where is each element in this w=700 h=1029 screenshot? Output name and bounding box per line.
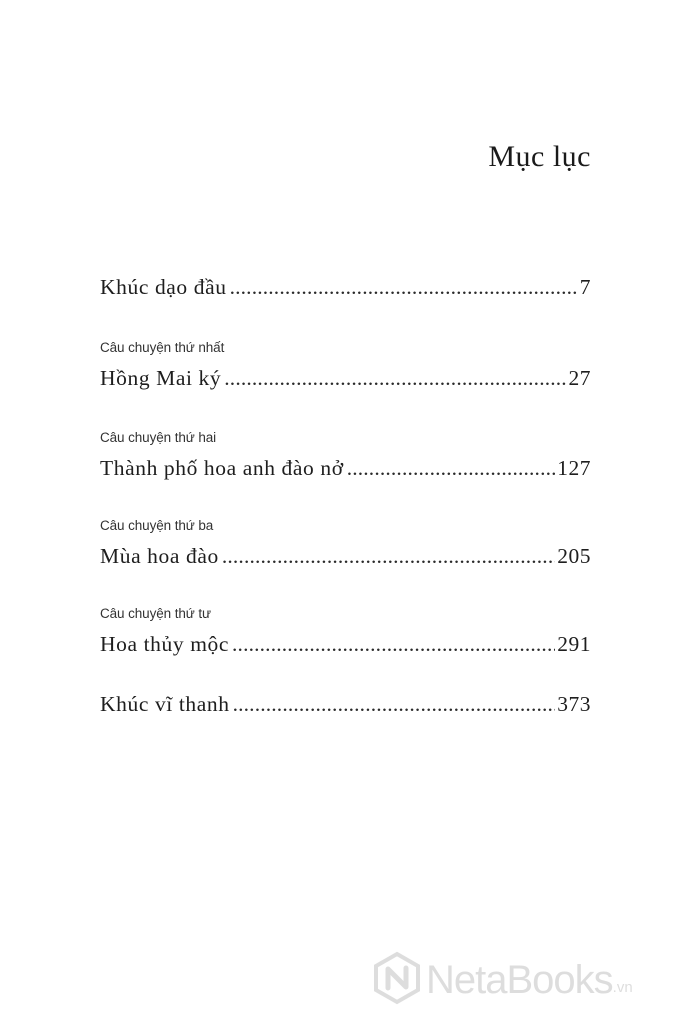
toc-entry-kicker: Câu chuyện thứ hai	[100, 430, 217, 445]
toc-entry-story-2[interactable]	[100, 430, 591, 480]
toc-entry-title: Hồng Mai ký	[100, 366, 222, 390]
toc-entry-page: 27	[568, 366, 591, 390]
toc-entry-title: Hoa thủy mộc	[100, 632, 230, 656]
toc-entry-page: 127	[557, 456, 591, 480]
toc-entry-story-4[interactable]	[100, 606, 591, 656]
toc-entry-title: Khúc dạo đầu	[100, 275, 227, 299]
toc-entry-page: 291	[557, 632, 591, 656]
dot-leader	[224, 366, 566, 390]
table-of-contents	[100, 0, 591, 800]
toc-entry-kicker: Câu chuyện thứ tư	[100, 606, 211, 621]
watermark	[370, 952, 633, 1008]
toc-entry-prelude[interactable]	[100, 275, 591, 299]
dot-leader	[233, 692, 556, 716]
dot-leader	[230, 275, 578, 299]
toc-entry-title: Thành phố hoa anh đào nở	[100, 456, 344, 480]
toc-entry-kicker: Câu chuyện thứ ba	[100, 518, 214, 533]
watermark-brand: NetaBooks	[426, 957, 613, 1002]
watermark-domain: .vn	[612, 979, 633, 996]
netabooks-logo-icon	[370, 951, 424, 1010]
toc-entry-story-3[interactable]	[100, 518, 591, 568]
page-title: Mục lục	[488, 140, 591, 173]
toc-entry-title: Mùa hoa đào	[100, 544, 219, 568]
toc-entry-page: 373	[557, 692, 591, 716]
dot-leader	[222, 544, 555, 568]
toc-entry-page: 205	[557, 544, 591, 568]
toc-entry-title: Khúc vĩ thanh	[100, 692, 230, 716]
dot-leader	[347, 456, 556, 480]
toc-entry-page: 7	[579, 275, 591, 299]
toc-entry-story-1[interactable]	[100, 340, 591, 390]
dot-leader	[232, 632, 555, 656]
toc-entry-kicker: Câu chuyện thứ nhất	[100, 340, 225, 355]
toc-entry-epilogue[interactable]	[100, 692, 591, 716]
